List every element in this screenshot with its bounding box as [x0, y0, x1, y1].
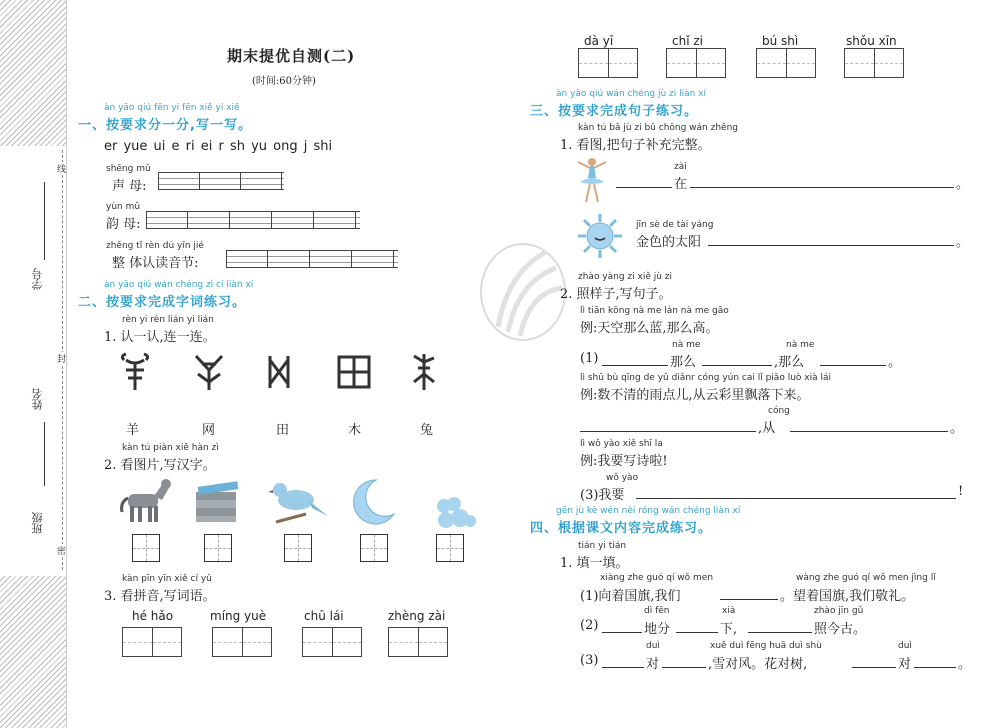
l3-text-e: 。	[958, 657, 972, 672]
shengmu-label: 声 母:	[112, 179, 147, 194]
xuehao-label: 学号	[31, 268, 44, 290]
ballerina-blank-1[interactable]	[616, 186, 672, 188]
top-word-4-box[interactable]	[844, 48, 904, 78]
shengmu-pinyin: shēng mǔ	[106, 164, 151, 174]
zai-pinyin: zài	[674, 162, 687, 172]
s2-cong: ,从	[758, 421, 776, 436]
q3-word-1-pinyin: hé hǎo	[132, 609, 174, 623]
s1-blank-2[interactable]	[702, 364, 772, 366]
ancient-char-rabbit-icon[interactable]	[408, 352, 438, 392]
s3-label: (3)我要	[580, 488, 625, 503]
sec2-pinyin: àn yāo qiú wán chéng zì cí liàn xí	[104, 280, 254, 290]
ex2-pinyin: lì shǔ bù qīng de yǔ diǎnr cóng yún cai lǐ piāo luò xià lái	[580, 373, 831, 383]
word-option-1[interactable]: 羊	[126, 423, 140, 438]
seal-mi: 密	[57, 544, 66, 557]
write-box-bird[interactable]	[284, 534, 312, 562]
sec2-q1-pinyin: rèn yi rèn lián yi lián	[122, 315, 214, 325]
sec1-pinyin: àn yāo qiú fēn yi fēn xiě yi xiě	[104, 103, 240, 113]
l3-text-d: 对	[898, 657, 912, 672]
write-box-moon[interactable]	[360, 534, 388, 562]
sec2-q3: 3. 看拼音,写词语。	[104, 589, 216, 604]
s2-blank-2[interactable]	[790, 430, 948, 432]
xingming-line[interactable]	[44, 422, 45, 486]
s3-pinyin: wǒ yào	[606, 473, 639, 483]
s1-pinyin-2: nà me	[786, 340, 815, 350]
ancient-char-sheep-icon[interactable]	[118, 352, 152, 392]
sun-pinyin: jīn sè de tài yáng	[636, 220, 714, 230]
l2-text-d: 照今古。	[814, 622, 867, 637]
horse-picture-icon	[118, 476, 174, 524]
zhengti-writing-lines[interactable]	[226, 250, 398, 268]
l2-text-a: (2)	[580, 618, 599, 633]
books-picture-icon	[190, 478, 246, 526]
l2-pinyin-3: zhào jīn gǔ	[814, 606, 864, 616]
top-word-2-box[interactable]	[666, 48, 726, 78]
margin-hatch-top	[0, 0, 66, 146]
seal-feng: 封	[57, 352, 66, 365]
ex2-text: 例:数不清的雨点儿,从云彩里飘落下来。	[580, 388, 810, 403]
sec4-q1: 1. 填一填。	[560, 556, 629, 571]
sec4-title: 四、根据课文内容完成练习。	[530, 521, 713, 536]
q3-word-3-pinyin: chū lái	[304, 609, 344, 623]
top-word-3-box[interactable]	[756, 48, 816, 78]
top-word-2-pinyin: chǐ zi	[672, 34, 703, 48]
page-title: 期末提优自测(二)	[227, 47, 356, 65]
s1-blank-3[interactable]	[820, 364, 886, 366]
margin-divider	[66, 0, 67, 728]
s3-exclaim: !	[958, 484, 964, 499]
top-word-4-pinyin: shǒu xīn	[846, 34, 897, 48]
l3-pinyin-2: xuě duì fēng huā duì shù	[710, 641, 822, 651]
yunmu-pinyin: yùn mǔ	[106, 202, 141, 212]
yunmu-label: 韵 母:	[106, 217, 141, 232]
l3-blank-1[interactable]	[602, 666, 644, 668]
sec3-q1: 1. 看图,把句子补充完整。	[560, 138, 711, 153]
ancient-char-field-icon[interactable]	[264, 352, 294, 392]
bird-picture-icon	[266, 476, 330, 528]
sun-picture-icon	[576, 212, 624, 260]
shengmu-writing-lines[interactable]	[158, 172, 284, 190]
clouds-picture-icon	[430, 496, 478, 530]
zhengti-label: 整 体认读音节:	[112, 256, 199, 271]
l3-pinyin-1: duì	[646, 641, 660, 651]
banji-label: 班级	[31, 512, 44, 534]
s1-blank-1[interactable]	[602, 364, 668, 366]
s1-nameme-1: 那么	[670, 355, 697, 370]
sec3-title: 三、按要求完成句子练习。	[530, 104, 699, 119]
ex3-text: 例:我要写诗啦!	[580, 454, 668, 469]
ballerina-period: 。	[956, 177, 970, 192]
s1-pinyin-1: nà me	[672, 340, 701, 350]
sun-period: 。	[956, 235, 970, 250]
yunmu-writing-lines[interactable]	[146, 211, 360, 229]
l2-blank-1[interactable]	[602, 631, 642, 633]
sec1-letters: er yue ui e ri ei r sh yu ong j shi	[104, 139, 333, 154]
l2-text-b: 地分	[644, 622, 671, 637]
word-option-5[interactable]: 兔	[420, 423, 434, 438]
l2-blank-2[interactable]	[676, 631, 718, 633]
sec1-title: 一、按要求分一分,写一写。	[78, 118, 252, 133]
watermark-logo-icon	[468, 232, 578, 372]
q3-word-4-pinyin: zhèng zài	[388, 609, 446, 623]
q3-word-2-box[interactable]	[212, 627, 272, 657]
l2-pinyin-2: xià	[722, 606, 736, 616]
ballerina-blank-2[interactable]	[690, 186, 954, 188]
word-option-3[interactable]: 田	[276, 423, 290, 438]
l1-blank[interactable]	[720, 598, 778, 600]
ex1-pinyin: lì tiān kōng nà me lán nà me gāo	[580, 306, 729, 316]
sec2-title: 二、按要求完成字词练习。	[78, 295, 247, 310]
q3-word-3-box[interactable]	[302, 627, 362, 657]
ancient-char-tree-icon[interactable]	[336, 354, 372, 390]
q3-word-1-box[interactable]	[122, 627, 182, 657]
seal-xian: 线	[57, 162, 66, 175]
s2-pinyin: cóng	[768, 406, 790, 416]
top-word-1-box[interactable]	[578, 48, 638, 78]
sun-text: 金色的太阳	[636, 235, 702, 250]
sec3-q2-pinyin: zhào yàng zi xiě jù zi	[578, 272, 673, 282]
moon-picture-icon	[346, 476, 398, 528]
top-word-3-pinyin: bú shì	[762, 34, 799, 48]
l2-pinyin-1: dì fēn	[644, 606, 670, 616]
page-subtitle: (时间:60分钟)	[252, 76, 316, 87]
l3-text-a: (3)	[580, 653, 599, 668]
xuehao-line[interactable]	[44, 182, 45, 260]
s2-period: 。	[950, 421, 964, 436]
s3-blank[interactable]	[636, 497, 956, 499]
margin-hatch-bottom	[0, 576, 66, 728]
top-word-1-pinyin: dà yī	[584, 34, 614, 48]
l1-text-b: 。望着国旗,我们敬礼。	[780, 589, 915, 604]
l2-blank-3[interactable]	[748, 631, 812, 633]
xingming-label: 姓名	[31, 388, 44, 410]
l3-text-b: 对	[646, 657, 660, 672]
l3-pinyin-3: duì	[898, 641, 912, 651]
l3-text-c: ,雪对风。花对树,	[708, 657, 808, 672]
l3-blank-3[interactable]	[852, 666, 896, 668]
l1-pinyin-2: wàng zhe guó qí wǒ men jìng lǐ	[796, 573, 936, 583]
q3-word-2-pinyin: míng yuè	[210, 609, 267, 623]
s1-period: 。	[888, 355, 902, 370]
sec4-q1-pinyin: tián yi tián	[578, 541, 627, 551]
sec2-q3-pinyin: kàn pīn yīn xiě cí yǔ	[122, 574, 212, 584]
write-box-clouds[interactable]	[436, 534, 464, 562]
sec4-pinyin: gēn jù kè wén nèi róng wán chéng liàn xí	[556, 506, 741, 516]
write-box-horse[interactable]	[132, 534, 160, 562]
s2-blank-1[interactable]	[580, 430, 756, 432]
sun-blank[interactable]	[708, 244, 954, 246]
sec2-q1: 1. 认一认,连一连。	[104, 330, 216, 345]
l3-blank-2[interactable]	[662, 666, 706, 668]
sec3-q1-pinyin: kàn tú bǎ jù zi bǔ chōng wán zhěng	[578, 123, 739, 133]
l1-text-a: (1)向着国旗,我们	[580, 589, 681, 604]
q3-word-4-box[interactable]	[388, 627, 448, 657]
ancient-char-net-icon[interactable]	[192, 352, 226, 392]
sec3-pinyin: àn yāo qiú wán chéng jù zi liàn xí	[556, 89, 707, 99]
l1-pinyin-1: xiàng zhe guó qí wǒ men	[600, 573, 714, 583]
word-option-4[interactable]: 木	[348, 423, 362, 438]
ex3-pinyin: lì wǒ yào xiě shī la	[580, 439, 663, 449]
l2-text-c: 下,	[720, 622, 738, 637]
zhengti-pinyin: zhěng tǐ rèn dú yīn jié	[106, 241, 204, 251]
sec2-q2: 2. 看图片,写汉字。	[104, 458, 216, 473]
sec3-q2: 2. 照样子,写句子。	[560, 287, 672, 302]
l3-blank-4[interactable]	[914, 666, 956, 668]
write-box-books[interactable]	[204, 534, 232, 562]
sec2-q2-pinyin: kàn tú piàn xiě hàn zì	[122, 443, 219, 453]
s1-label: (1)	[580, 351, 599, 366]
ex1-text: 例:天空那么蓝,那么高。	[580, 321, 719, 336]
word-option-2[interactable]: 网	[202, 423, 216, 438]
zai-text: 在	[674, 177, 688, 192]
ballerina-picture-icon	[572, 156, 612, 204]
s1-nameme-2: ,那么	[774, 355, 805, 370]
